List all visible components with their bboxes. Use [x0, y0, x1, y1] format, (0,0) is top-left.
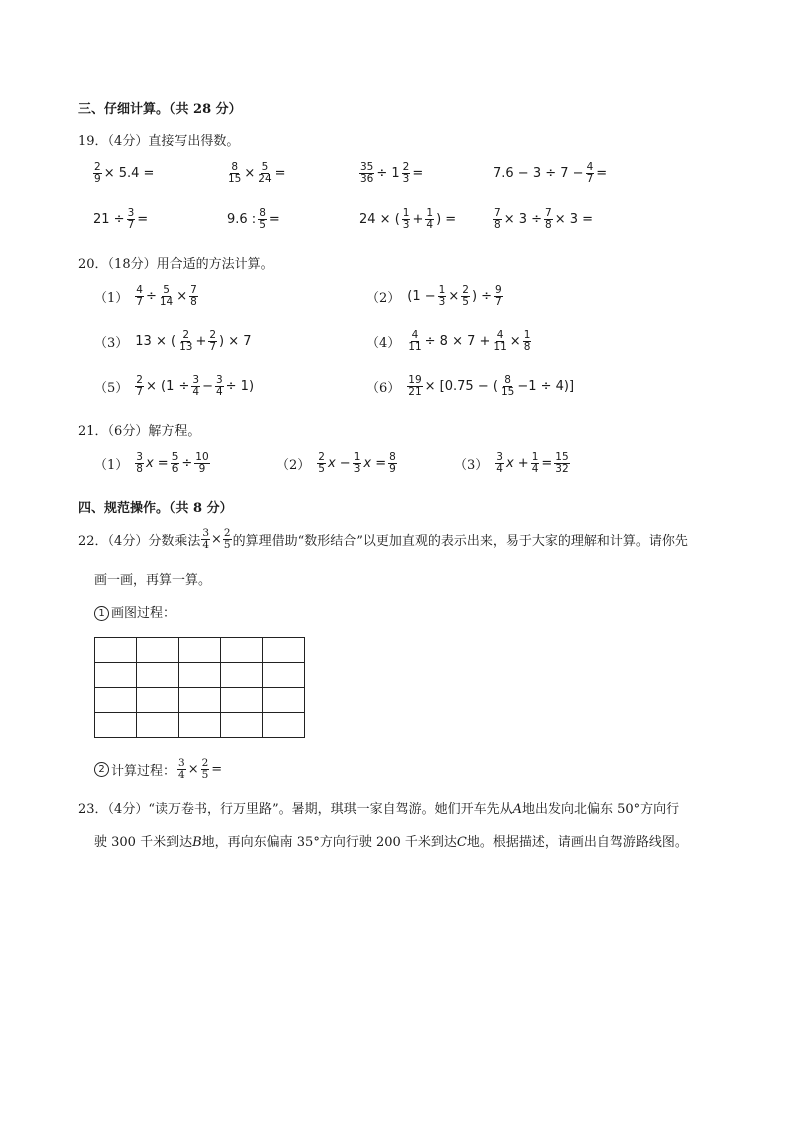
q23-line-1: 23．（4分）“读万卷书，行万里路”。暑期，琪琪一家自驾游。她们开车先从A地出发向北偏东 50°方向行 [78, 802, 680, 817]
section-3-title: 三、仔细计算。（共 28 分） [78, 102, 242, 117]
q19-item-3: $\frac{35}{36}$ ÷ 1 $\frac{2}{3}$ = [360, 161, 424, 185]
q19-item-7: 24 × ( $\frac{1}{3}$ + $\frac{1}{4}$ ) = [359, 207, 457, 231]
q23-line-2: 驶 300 千米到达B地，再向东偏南 35°方向行驶 200 千米到达C地。根据描述，请画出自驾游路线图。 [94, 835, 688, 850]
q19-item-1: $\frac{2}{9}$ × 5.4 = [94, 161, 155, 185]
q20-item-1: （1） $\frac{4}{7}$ ÷ $\frac{5}{14}$ × $\frac{7}{8}$ [94, 284, 197, 308]
q19-item-8: $\frac{7}{8}$ × 3 ÷ $\frac{7}{8}$ × 3 = [494, 207, 594, 231]
q20-item-3: （3） 13 × ( $\frac{2}{13}$ + $\frac{2}{7}$ ) × 7 [94, 329, 252, 353]
circled-number-1-icon: 1 [94, 606, 109, 621]
q20-item-5: （5） $\frac{2}{7}$ × (1 ÷ $\frac{3}{4}$ − $\frac{3}{4}$ ÷ 1) [94, 374, 255, 398]
q22-line-2: 画一画，再算一算。 [94, 573, 212, 588]
q21-item-3: （3） $\frac{3}{4}$ x + $\frac{1}{4}$ = $\frac{15}{32}$ [454, 451, 569, 475]
q19-item-2: $\frac{8}{15}$ × $\frac{5}{24}$ = [228, 161, 286, 185]
q19-item-4: 7.6 − 3 ÷ 7 − $\frac{4}{7}$ = [493, 161, 608, 185]
q19-item-6: 9.6 : $\frac{8}{5}$ = [227, 207, 280, 231]
q22-step-2: 2 计算过程： $\frac{3}{4}$ × $\frac{2}{5}$ = [94, 758, 223, 781]
q20-item-4: （4） $\frac{4}{11}$ ÷ 8 × 7 + $\frac{4}{11}$ × $\frac{1}{8}$ [366, 329, 531, 353]
q20-item-2: （2） (1 − $\frac{1}{3}$ × $\frac{2}{5}$ ) ÷ $\frac{9}{7}$ [366, 284, 502, 308]
q20-heading: 20．（18分）用合适的方法计算。 [78, 257, 274, 272]
q22-step-1: 1 画图过程： [94, 605, 176, 623]
q19-heading: 19．（4分）直接写出得数。 [78, 134, 240, 149]
drawing-grid[interactable] [94, 637, 305, 738]
section-4-title: 四、规范操作。（共 8 分） [78, 501, 233, 516]
circled-number-2-icon: 2 [94, 762, 109, 777]
q21-heading: 21．（6分）解方程。 [78, 424, 201, 439]
q21-item-1: （1） $\frac{3}{8}$ x = $\frac{5}{6}$ ÷ $\frac{10}{9}$ [94, 451, 209, 475]
q22-heading: 22．（4分）分数乘法 $\frac{3}{4}$ × $\frac{2}{5}$ 的算理借助“数形结合”以更加直观的表示出来，易于大家的理解和计算。请你先 [78, 527, 688, 551]
q19-item-5: 21 ÷ $\frac{3}{7}$ = [93, 207, 149, 231]
q21-item-2: （2） $\frac{2}{5}$ x − $\frac{1}{3}$ x = $\frac{8}{9}$ [276, 451, 396, 475]
q20-item-6: （6） $\frac{19}{21}$ × [0.75 − ( $\frac{8}{15}$ −1 ÷ 4)] [366, 374, 575, 398]
